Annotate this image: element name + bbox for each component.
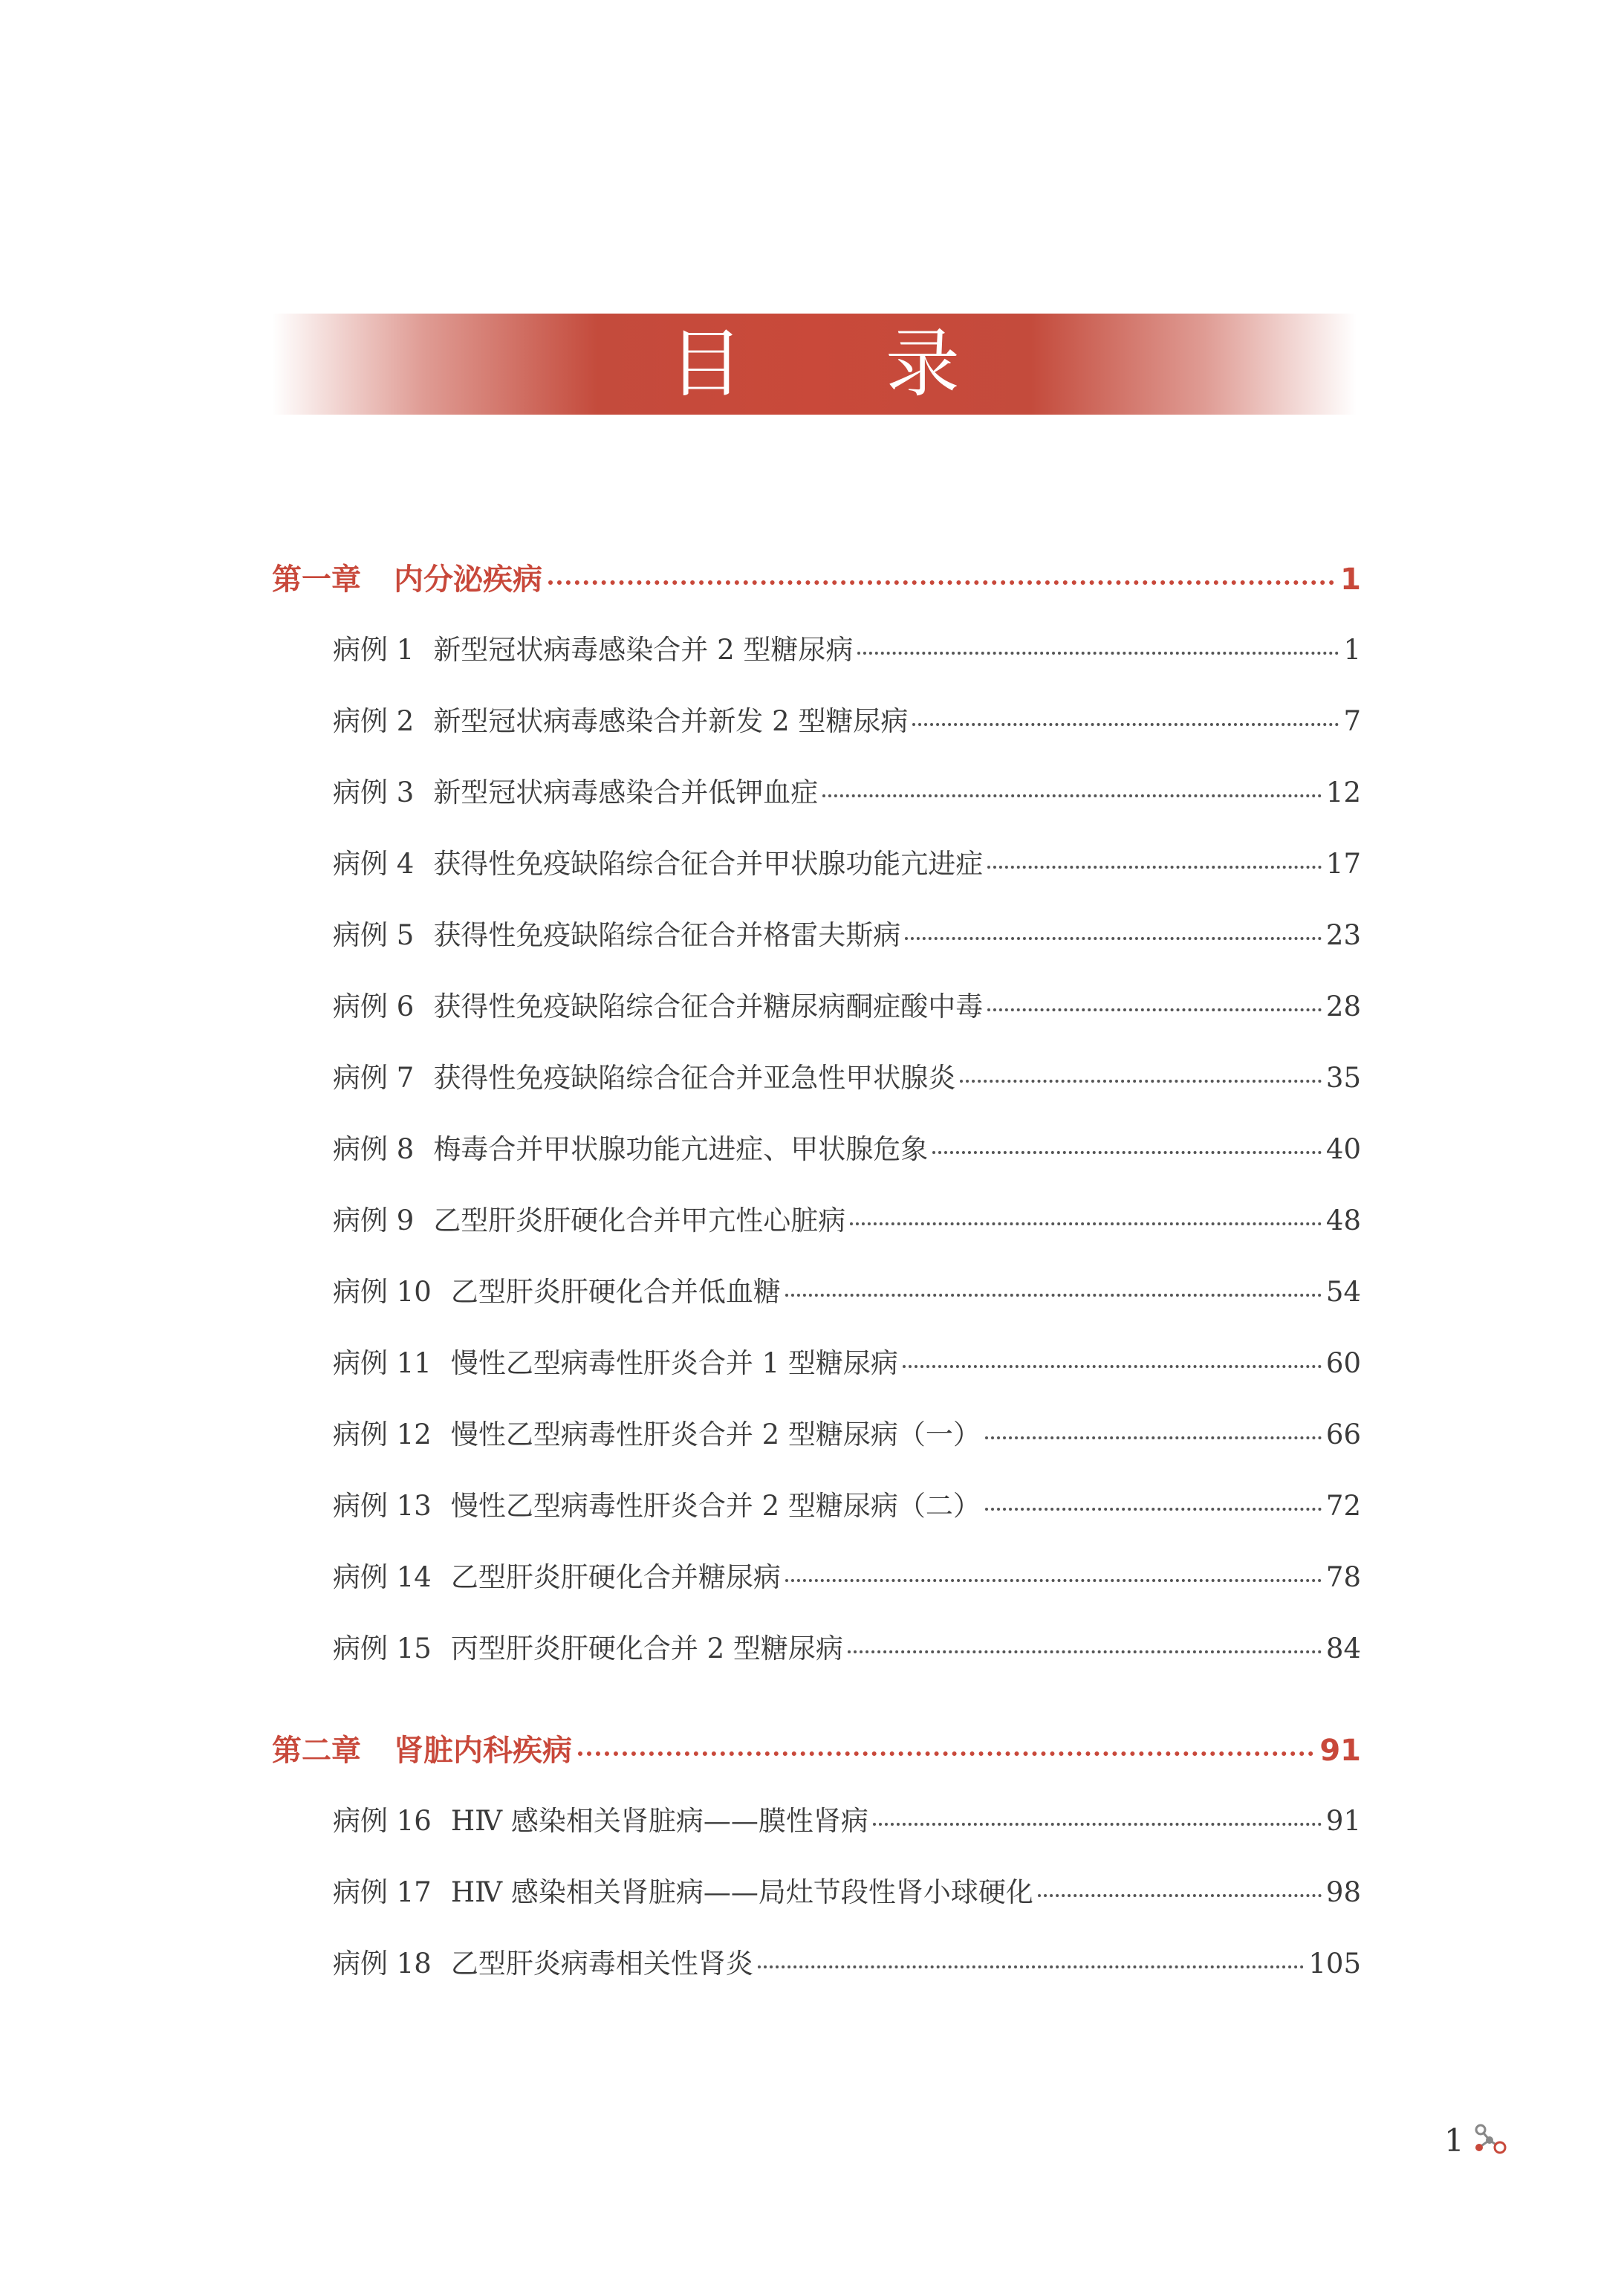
case-title: HⅣ 感染相关肾脏病——局灶节段性肾小球硬化: [450, 1876, 1033, 1908]
case-page-number: 23: [1325, 919, 1361, 951]
case-page-number: 40: [1325, 1133, 1361, 1165]
dot-leader: [960, 1080, 1322, 1083]
case-title: 乙型肝炎肝硬化合并低血糖: [450, 1276, 781, 1308]
case-title: 新型冠状病毒感染合并低钾血症: [433, 777, 819, 808]
case-label: 病例 12: [333, 1419, 432, 1450]
dot-leader: [903, 1365, 1322, 1368]
chapter-page-number: 1: [1340, 563, 1361, 597]
case-label: 病例 6: [333, 991, 415, 1022]
table-of-contents: [272, 556, 1361, 2012]
case-title: 梅毒合并甲状腺功能亢进症、甲状腺危象: [433, 1133, 929, 1165]
toc-entry[interactable]: [333, 1127, 1361, 1198]
toc-entry[interactable]: [333, 1055, 1361, 1127]
case-label: 病例 10: [333, 1276, 432, 1308]
page-footer: [1444, 2121, 1507, 2159]
chapter-heading[interactable]: [272, 1727, 1361, 1798]
case-page-number: 17: [1325, 848, 1361, 880]
dot-leader: [548, 580, 1334, 585]
chapter-number: 第一章: [272, 563, 361, 597]
page-title: 目 录: [669, 320, 1019, 407]
case-page-number: 105: [1308, 1948, 1361, 1980]
toc-entry[interactable]: [333, 698, 1361, 770]
case-title: HⅣ 感染相关肾脏病——膜性肾病: [450, 1805, 868, 1837]
case-label: 病例 9: [333, 1205, 415, 1236]
case-title: 乙型肝炎病毒相关性肾炎: [450, 1948, 753, 1980]
case-label: 病例 4: [333, 848, 415, 880]
dot-leader: [873, 1823, 1322, 1826]
dot-leader: [987, 1008, 1322, 1011]
toc-entry[interactable]: [333, 1198, 1361, 1269]
case-label: 病例 5: [333, 919, 415, 951]
molecule-icon: [1472, 2121, 1507, 2159]
toc-entry[interactable]: [333, 1269, 1361, 1341]
toc-entry[interactable]: [333, 1941, 1361, 2012]
toc-entry[interactable]: [333, 1626, 1361, 1697]
case-page-number: 98: [1325, 1876, 1361, 1908]
case-label: 病例 8: [333, 1133, 415, 1165]
dot-leader: [987, 866, 1322, 869]
dot-leader: [785, 1579, 1322, 1582]
chapter-heading[interactable]: [272, 556, 1361, 627]
case-label: 病例 2: [333, 705, 415, 737]
title-banner: [272, 314, 1357, 415]
dot-leader: [912, 723, 1339, 726]
chapter-title: 肾脏内科疾病: [394, 1734, 572, 1768]
case-title: 慢性乙型病毒性肝炎合并 1 型糖尿病: [450, 1347, 898, 1379]
dot-leader: [758, 1965, 1305, 1968]
chapter-spacer: [272, 1697, 1361, 1727]
dot-leader: [857, 652, 1339, 655]
case-label: 病例 7: [333, 1062, 415, 1094]
case-page-number: 60: [1325, 1347, 1361, 1379]
chapter-title: 内分泌疾病: [394, 563, 542, 597]
dot-leader: [1038, 1894, 1322, 1897]
case-title: 丙型肝炎肝硬化合并 2 型糖尿病: [450, 1633, 843, 1665]
case-label: 病例 18: [333, 1948, 432, 1980]
toc-entry[interactable]: [333, 913, 1361, 984]
case-label: 病例 1: [333, 634, 415, 666]
case-title: 乙型肝炎肝硬化合并甲亢性心脏病: [433, 1205, 846, 1236]
dot-leader: [985, 1508, 1322, 1511]
case-page-number: 7: [1343, 705, 1361, 737]
toc-entry[interactable]: [333, 1555, 1361, 1626]
dot-leader: [850, 1222, 1322, 1225]
toc-entry[interactable]: [333, 1798, 1361, 1870]
case-label: 病例 17: [333, 1876, 432, 1908]
case-title: 新型冠状病毒感染合并新发 2 型糖尿病: [433, 705, 909, 737]
case-title: 获得性免疫缺陷综合征合并甲状腺功能亢进症: [433, 848, 984, 880]
dot-leader: [822, 794, 1322, 797]
dot-leader: [578, 1751, 1313, 1756]
toc-entry[interactable]: [333, 1870, 1361, 1941]
case-page-number: 84: [1325, 1633, 1361, 1665]
toc-entry[interactable]: [333, 984, 1361, 1055]
toc-entry[interactable]: [333, 770, 1361, 841]
case-title: 慢性乙型病毒性肝炎合并 2 型糖尿病（二）: [450, 1490, 981, 1522]
dot-leader: [785, 1294, 1322, 1297]
toc-entry[interactable]: [333, 1412, 1361, 1483]
chapter-page-number: 91: [1319, 1734, 1361, 1768]
dot-leader: [848, 1650, 1322, 1653]
toc-entry[interactable]: [333, 841, 1361, 913]
case-label: 病例 13: [333, 1490, 432, 1522]
case-title: 新型冠状病毒感染合并 2 型糖尿病: [433, 634, 854, 666]
case-page-number: 54: [1325, 1276, 1361, 1308]
case-title: 获得性免疫缺陷综合征合并格雷夫斯病: [433, 919, 901, 951]
toc-entry[interactable]: [333, 627, 1361, 698]
case-page-number: 28: [1325, 991, 1361, 1022]
footer-page-number: 1: [1444, 2121, 1464, 2159]
case-label: 病例 14: [333, 1561, 432, 1593]
toc-entry[interactable]: [333, 1341, 1361, 1412]
case-title: 乙型肝炎肝硬化合并糖尿病: [450, 1561, 781, 1593]
case-title: 获得性免疫缺陷综合征合并亚急性甲状腺炎: [433, 1062, 956, 1094]
case-title: 获得性免疫缺陷综合征合并糖尿病酮症酸中毒: [433, 991, 984, 1022]
case-label: 病例 3: [333, 777, 415, 808]
dot-leader: [985, 1436, 1322, 1439]
case-page-number: 72: [1325, 1490, 1361, 1522]
case-page-number: 91: [1325, 1805, 1361, 1837]
dot-leader: [905, 937, 1322, 940]
case-page-number: 78: [1325, 1561, 1361, 1593]
dot-leader: [932, 1151, 1322, 1154]
case-page-number: 12: [1325, 777, 1361, 808]
toc-entry[interactable]: [333, 1483, 1361, 1555]
case-label: 病例 11: [333, 1347, 432, 1379]
chapter-number: 第二章: [272, 1734, 361, 1768]
case-page-number: 35: [1325, 1062, 1361, 1094]
case-title: 慢性乙型病毒性肝炎合并 2 型糖尿病（一）: [450, 1419, 981, 1450]
case-label: 病例 15: [333, 1633, 432, 1665]
case-label: 病例 16: [333, 1805, 432, 1837]
case-page-number: 48: [1325, 1205, 1361, 1236]
case-page-number: 1: [1343, 634, 1361, 666]
case-page-number: 66: [1325, 1419, 1361, 1450]
